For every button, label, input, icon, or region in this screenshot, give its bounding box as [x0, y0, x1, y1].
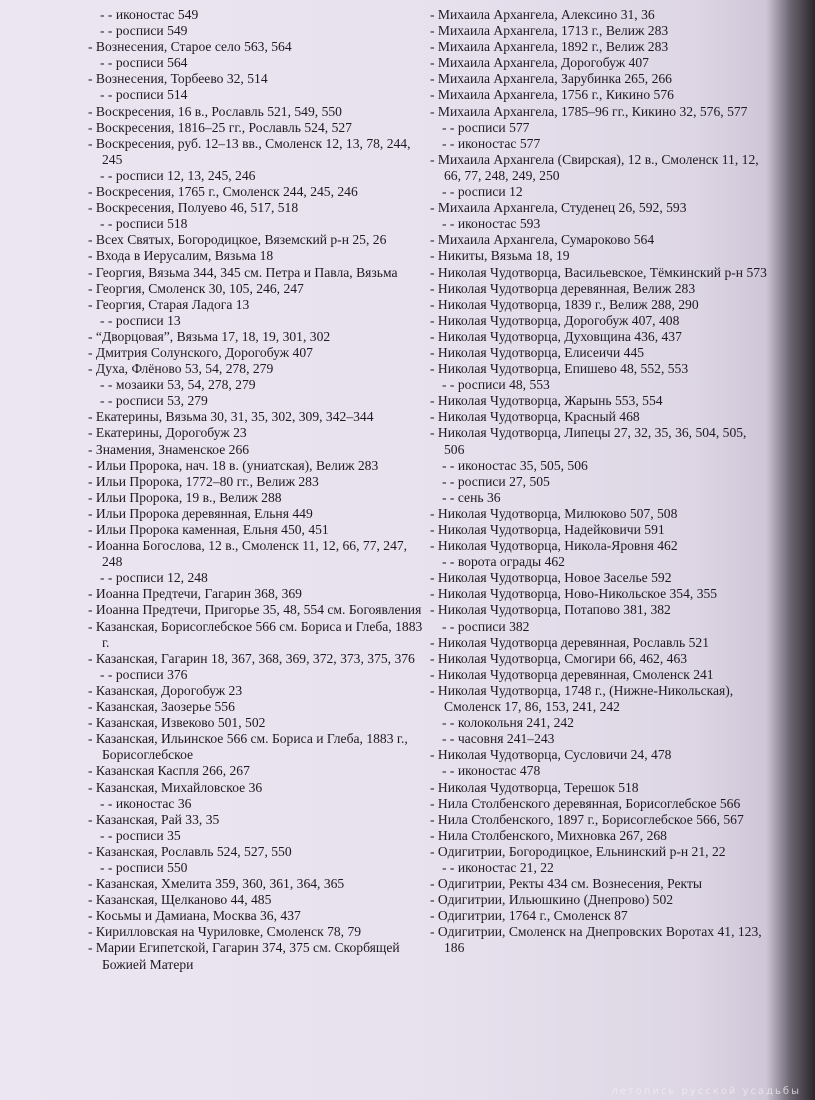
index-entry: - Вознесения, Торбеево 32, 514 — [88, 71, 268, 87]
index-entry: - Дмитрия Солунского, Дорогобуж 407 — [88, 344, 313, 360]
index-subentry: - - часовня 241–243 — [442, 731, 555, 747]
index-entry: - Казанская, Гагарин 18, 367, 368, 369, 372, 373, 375, 376 — [88, 650, 415, 666]
index-entry: - Нила Столбенского, Михновка 267, 268 — [430, 827, 667, 843]
index-subentry: - - иконостас 549 — [100, 7, 199, 22]
index-entry: - Нила Столбенского, 1897 г., Борисоглебское 566, 567 — [430, 811, 744, 827]
index-entry: - Ильи Пророка, 1772–80 гг., Велиж 283 — [88, 473, 319, 489]
index-subentry: - - росписи 13 — [100, 312, 181, 328]
index-entry: - Иоанна Предтечи, Пригорье 35, 48, 554 см. Богоявления — [88, 602, 422, 618]
index-entry: - Кирилловская на Чуриловке, Смоленск 78, 79 — [88, 924, 362, 940]
index-entry: - Николая Чудотворца, Васильевское, Тёмкинский р-н 573 — [430, 264, 767, 280]
index-entry: - Ильи Пророка каменная, Ельня 450, 451 — [88, 522, 329, 537]
index-entry: - Михаила Архангела, 1756 г., Кикино 576 — [430, 87, 674, 103]
index-entry: - Казанская, Ильинское 566 см. Бориса и Глеба, 1883 г., Борисоглебское — [88, 731, 408, 763]
index-entry: - Воскресения, 16 в., Рославль 521, 549, 550 — [88, 103, 342, 119]
index-subentry: - - мозаики 53, 54, 278, 279 — [100, 377, 256, 393]
index-entry: - Михаила Архангела, 1713 г., Велиж 283 — [430, 23, 669, 39]
index-subentry: - - росписи 12, 13, 245, 246 — [100, 167, 256, 183]
index-subentry: - - росписи 382 — [442, 618, 530, 634]
index-entry: - Казанская, Рай 33, 35 — [88, 811, 220, 827]
index-subentry: - - росписи 514 — [100, 87, 188, 103]
index-entry: - Екатерины, Дорогобуж 23 — [88, 425, 247, 441]
index-entry: - Георгия, Старая Ладога 13 — [88, 296, 250, 312]
index-entry: - Казанская, Дорогобуж 23 — [88, 682, 243, 698]
index-entry: - Знамения, Знаменское 266 — [88, 441, 250, 457]
index-entry: - Николая Чудотворца, Епишево 48, 552, 553 — [430, 361, 689, 377]
index-entry: - Николая Чудотворца, Терешок 518 — [430, 779, 639, 795]
index-entry: - Николая Чудотворца, Липецы 27, 32, 35, 36, 504, 505, 506 — [430, 425, 747, 457]
index-entry: - Казанская, Щелканово 44, 485 — [88, 892, 272, 908]
index-entry: - Николая Чудотворца деревянная, Смоленск 241 — [430, 666, 714, 682]
index-entry: - Казанская, Заозерье 556 — [88, 699, 235, 715]
index-subentry: - - росписи 550 — [100, 859, 188, 875]
index-entry: - Марии Египетской, Гагарин 374, 375 см. Скорбящей Божией Матери — [88, 940, 400, 972]
index-entry: - Одигитрии, Богородицкое, Ельнинский р-н 21, 22 — [430, 843, 726, 859]
index-entry: - Георгия, Вязьма 344, 345 см. Петра и Павла, Вязьма — [88, 264, 398, 280]
index-entry: - Николая Чудотворца, Жарынь 553, 554 — [430, 393, 663, 409]
index-entry: - Екатерины, Вязьма 30, 31, 35, 302, 309, 342–344 — [88, 409, 374, 425]
index-column-right — [430, 7, 770, 957]
index-entry: - Николая Чудотворца, Потапово 381, 382 — [430, 602, 671, 618]
index-entry: - Казанская, Извеково 501, 502 — [88, 715, 266, 731]
index-subentry: - - росписи 12, 248 — [100, 570, 208, 586]
footer-watermark: летопись русской усадьбы — [611, 1086, 801, 1097]
index-subentry: - - росписи 48, 553 — [442, 377, 550, 393]
index-entry: - Духа, Флёново 53, 54, 278, 279 — [88, 361, 274, 377]
index-entry: - Михаила Архангела, Зарубинка 265, 266 — [430, 71, 672, 87]
index-entry: - Николая Чудотворца, Духовщина 436, 437 — [430, 328, 682, 344]
index-entry: - Одигитрии, Ректы 434 см. Вознесения, Ректы — [430, 876, 703, 892]
index-entry: - Казанская, Рославль 524, 527, 550 — [88, 843, 292, 859]
index-subentry: - - росписи 577 — [442, 119, 530, 135]
index-subentry: - - колокольня 241, 242 — [442, 715, 574, 731]
index-entry: - Вознесения, Старое село 563, 564 — [88, 39, 292, 55]
index-entry: - Михаила Архангела (Свирская), 12 в., Смоленск 11, 12, 66, 77, 248, 249, 250 — [430, 151, 759, 183]
index-subentry: - - сень 36 — [442, 489, 501, 505]
index-subentry: - - иконостас 478 — [442, 763, 541, 779]
index-entry: - Николая Чудотворца, Красный 468 — [430, 409, 640, 425]
index-entry: - Николая Чудотворца, Новое Заселье 592 — [430, 570, 672, 586]
index-entry: - Николая Чудотворца, 1839 г., Велиж 288, 290 — [430, 296, 699, 312]
index-entry: - Ильи Пророка деревянная, Ельня 449 — [88, 505, 313, 521]
index-entry: - Михаила Архангела, 1785–96 гг., Кикино 32, 576, 577 — [430, 103, 748, 119]
index-entry: - Николая Чудотворца деревянная, Рославль 521 — [430, 634, 710, 650]
index-entry: - Иоанна Богослова, 12 в., Смоленск 11, 12, 66, 77, 247, 248 — [88, 538, 408, 570]
index-subentry: - - росписи 53, 279 — [100, 393, 208, 409]
index-subentry: - - росписи 518 — [100, 216, 188, 232]
index-entry: - Воскресения, Полуево 46, 517, 518 — [88, 200, 299, 216]
index-entry: - Иоанна Предтечи, Гагарин 368, 369 — [88, 586, 302, 602]
index-entry: - Михаила Архангела, Студенец 26, 592, 593 — [430, 200, 687, 216]
index-entry: - Николая Чудотворца, Милюково 507, 508 — [430, 505, 678, 521]
index-entry: - Всех Святых, Богородицкое, Вяземский р-н 25, 26 — [88, 232, 387, 248]
index-entry: - Воскресения, 1765 г., Смоленск 244, 245, 246 — [88, 184, 358, 200]
index-entry: - Ильи Пророка, 19 в., Велиж 288 — [88, 489, 282, 505]
index-entry: - Николая Чудотворца, Дорогобуж 407, 408 — [430, 312, 680, 328]
index-entry: - Ильи Пророка, нач. 18 в. (униатская), Велиж 283 — [88, 457, 379, 473]
index-entry: - Николая Чудотворца, Сусловичи 24, 478 — [430, 747, 672, 763]
index-entry: - Михаила Архангела, Дорогобуж 407 — [430, 55, 649, 71]
index-entry: - Николая Чудотворца, Елисеичи 445 — [430, 344, 645, 360]
index-entry: - Косьмы и Дамиана, Москва 36, 437 — [88, 908, 301, 924]
index-subentry: - - иконостас 577 — [442, 135, 541, 151]
index-subentry: - - ворота ограды 462 — [442, 554, 565, 570]
index-subentry: - - иконостас 35, 505, 506 — [442, 457, 588, 473]
index-entry: - Николая Чудотворца, Ново-Никольское 354, 355 — [430, 586, 718, 602]
index-entry: - Николая Чудотворца, Надейковичи 591 — [430, 522, 665, 537]
index-entry: - Казанская, Хмелита 359, 360, 361, 364, 365 — [88, 876, 345, 892]
index-entry: - Одигитрии, 1764 г., Смоленск 87 — [430, 908, 628, 924]
index-entry: - Николая Чудотворца, 1748 г., (Нижне-Никольская), Смоленск 17, 86, 153, 241, 242 — [430, 682, 734, 715]
index-entry: - Одигитрии, Смоленск на Днепровских Воротах 41, 123, 186 — [430, 924, 762, 956]
index-subentry: - - иконостас 593 — [442, 216, 541, 232]
index-entry: - Николая Чудотворца деревянная, Велиж 283 — [430, 280, 696, 296]
index-subentry: - - росписи 27, 505 — [442, 473, 550, 489]
index-entry: - Воскресения, руб. 12–13 вв., Смоленск 12, 13, 78, 244, 245 — [88, 135, 411, 167]
index-subentry: - - иконостас 21, 22 — [442, 859, 554, 875]
index-entry: - Одигитрии, Ильюшкино (Днепрово) 502 — [430, 892, 674, 908]
index-entry: - Георгия, Смоленск 30, 105, 246, 247 — [88, 280, 304, 296]
index-subentry: - - росписи 549 — [100, 23, 188, 39]
index-entry: - “Дворцовая”, Вязьма 17, 18, 19, 301, 302 — [88, 328, 331, 344]
index-entry: - Казанская, Борисоглебское 566 см. Бориса и Глеба, 1883 г. — [88, 618, 423, 650]
index-entry: - Воскресения, 1816–25 гг., Рославль 524, 527 — [88, 119, 352, 135]
index-entry: - Михаила Архангела, Сумароково 564 — [430, 232, 655, 248]
index-subentry: - - росписи 35 — [100, 827, 181, 843]
index-entry: - Николая Чудотворца, Смогири 66, 462, 463 — [430, 650, 688, 666]
index-subentry: - - иконостас 36 — [100, 795, 192, 811]
index-subentry: - - росписи 564 — [100, 55, 188, 71]
index-entry: - Николая Чудотворца, Никола-Яровня 462 — [430, 538, 678, 554]
index-entry: - Михаила Архангела, 1892 г., Велиж 283 — [430, 39, 669, 55]
index-subentry: - - росписи 12 — [442, 184, 523, 200]
index-entry: - Нила Столбенского деревянная, Борисоглебское 566 — [430, 795, 741, 811]
index-entry: - Михаила Архангела, Алексино 31, 36 — [430, 7, 655, 22]
index-entry: - Казанская Каспля 266, 267 — [88, 763, 250, 779]
index-entry: - Казанская, Михайловское 36 — [88, 779, 263, 795]
index-column-left — [88, 7, 426, 973]
index-entry: - Входа в Иерусалим, Вязьма 18 — [88, 248, 274, 264]
index-subentry: - - росписи 376 — [100, 666, 188, 682]
index-entry: - Никиты, Вязьма 18, 19 — [430, 248, 570, 264]
